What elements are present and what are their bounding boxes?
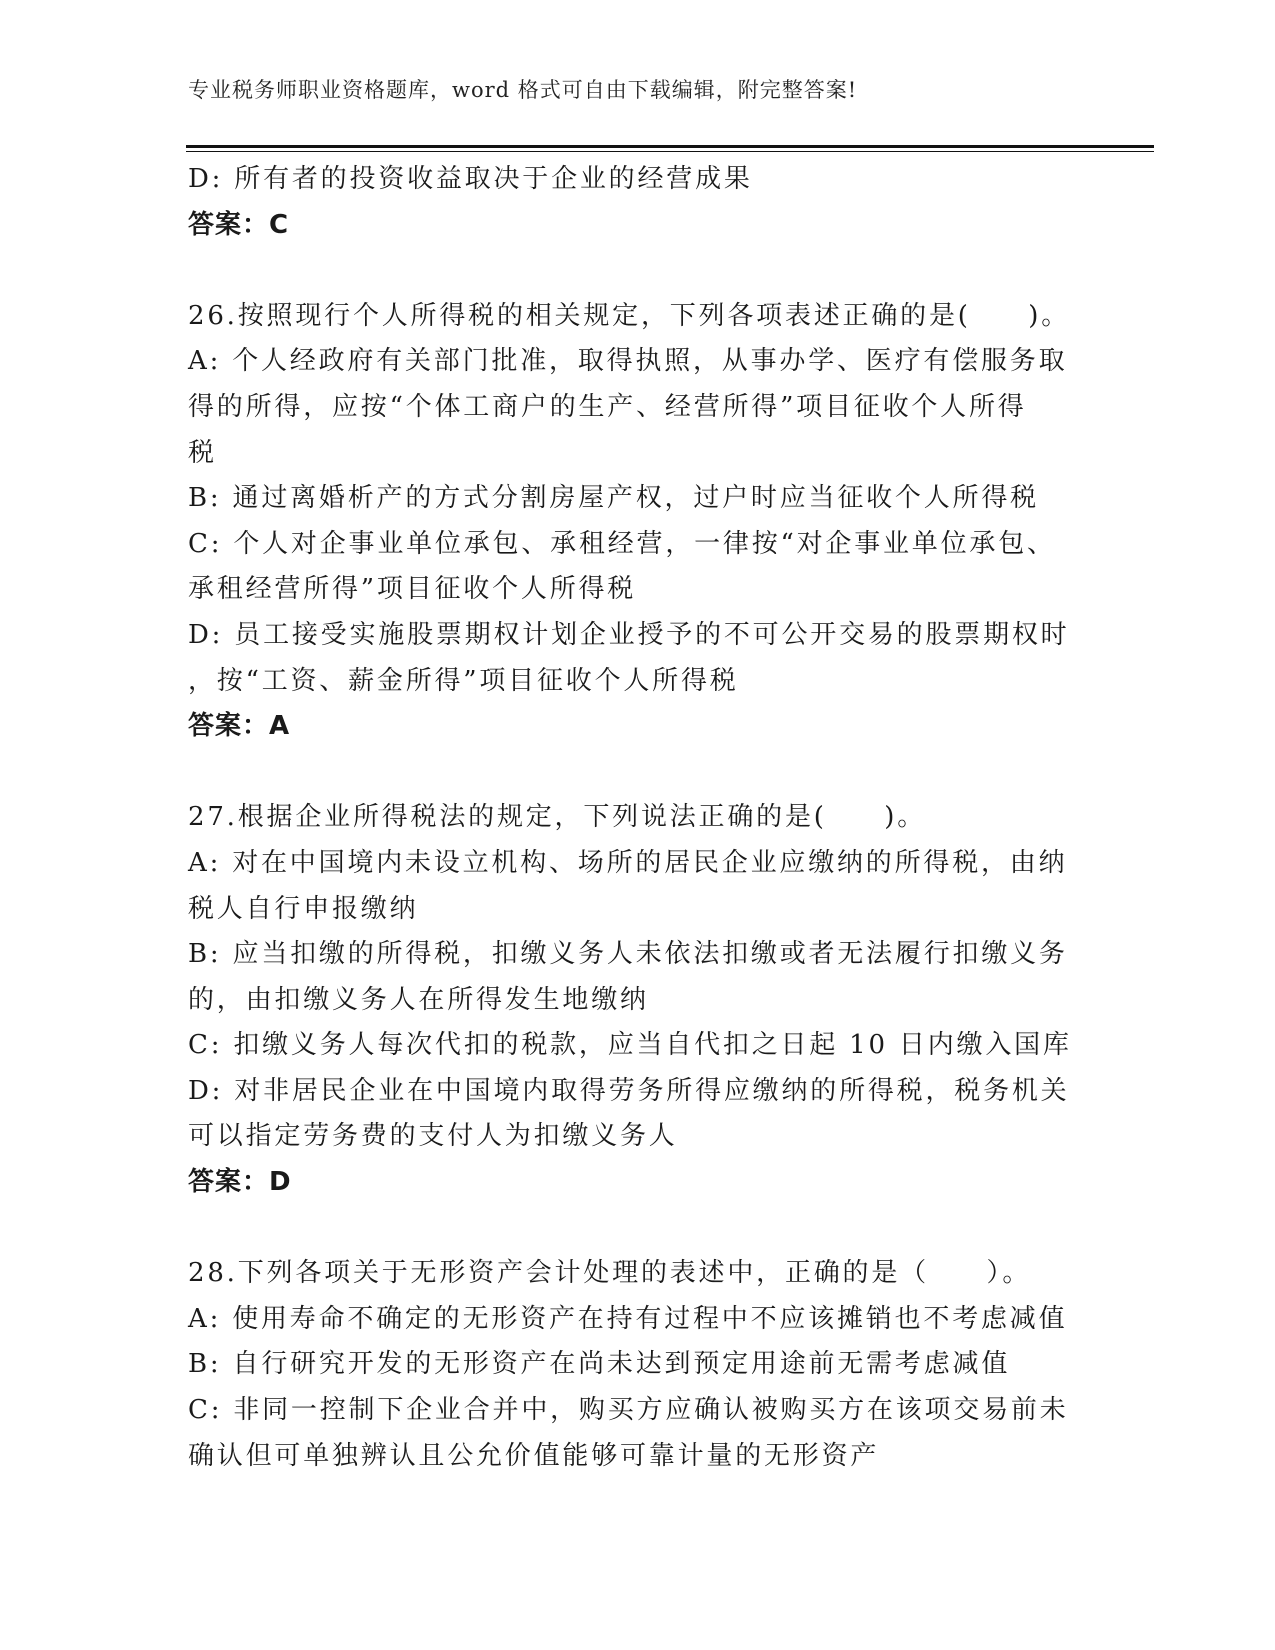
header-rule-thin	[186, 151, 1154, 152]
question-line: B: 应当扣缴的所得税，扣缴义务人未依法扣缴或者无法履行扣缴义务	[188, 939, 1068, 970]
question-block	[188, 795, 1088, 1205]
question-line: 承租经营所得”项目征收个人所得税	[188, 574, 637, 605]
page-header: 专业税务师职业资格题库，word 格式可自由下载编辑，附完整答案!	[188, 78, 858, 102]
question-line: 得的所得，应按“个体工商户的生产、经营所得”项目征收个人所得	[188, 391, 1027, 422]
question-line: D: 对非居民企业在中国境内取得劳务所得应缴纳的所得税，税务机关	[188, 1075, 1070, 1106]
question-line: A: 使用寿命不确定的无形资产在持有过程中不应该摊销也不考虑减值	[188, 1303, 1068, 1334]
question-line: B: 通过离婚析产的方式分割房屋产权，过户时应当征收个人所得税	[188, 483, 1039, 514]
block-spacer	[188, 248, 1088, 294]
question-block	[188, 1251, 1088, 1479]
answer-line: 答案：D	[188, 1167, 292, 1198]
question-line: 26.按照现行个人所得税的相关规定，下列各项表述正确的是( )。	[188, 300, 1071, 331]
question-line: D: 所有者的投资收益取决于企业的经营成果	[188, 164, 753, 194]
question-line: 可以指定劳务费的支付人为扣缴义务人	[188, 1121, 678, 1152]
question-line: 税	[188, 437, 217, 468]
answer-line: 答案：A	[188, 711, 291, 742]
question-line: C: 扣缴义务人每次代扣的税款，应当自代扣之日起 10 日内缴入国库	[188, 1030, 1072, 1061]
question-line: ，按“工资、薪金所得”项目征收个人所得税	[188, 665, 739, 696]
question-line: B: 自行研究开发的无形资产在尚未达到预定用途前无需考虑减值	[188, 1349, 1011, 1380]
question-block	[188, 294, 1088, 750]
question-line: 税人自行申报缴纳	[188, 893, 419, 924]
question-line: 27.根据企业所得税法的规定，下列说法正确的是( )。	[188, 802, 927, 833]
block-spacer	[188, 750, 1088, 796]
header-rule-thick	[186, 145, 1154, 148]
question-block	[188, 157, 1088, 248]
question-line: A: 对在中国境内未设立机构、场所的居民企业应缴纳的所得税，由纳	[188, 847, 1068, 878]
question-line: A: 个人经政府有关部门批准，取得执照，从事办学、医疗有偿服务取	[188, 346, 1068, 377]
question-line: 28.下列各项关于无形资产会计处理的表述中，正确的是（ ）。	[188, 1258, 1032, 1289]
question-line: C: 个人对企事业单位承包、承租经营，一律按“对企事业单位承包、	[188, 528, 1056, 559]
question-line: C: 非同一控制下企业合并中，购买方应确认被购买方在该项交易前未	[188, 1395, 1069, 1426]
answer-line: 答案：C	[188, 209, 290, 240]
question-line: 确认但可单独辨认且公允价值能够可靠计量的无形资产	[188, 1440, 880, 1471]
question-content	[188, 157, 1088, 1479]
question-line: 的，由扣缴义务人在所得发生地缴纳	[188, 984, 649, 1015]
question-line: D: 员工接受实施股票期权计划企业授予的不可公开交易的股票期权时	[188, 619, 1070, 650]
block-spacer	[188, 1206, 1088, 1252]
